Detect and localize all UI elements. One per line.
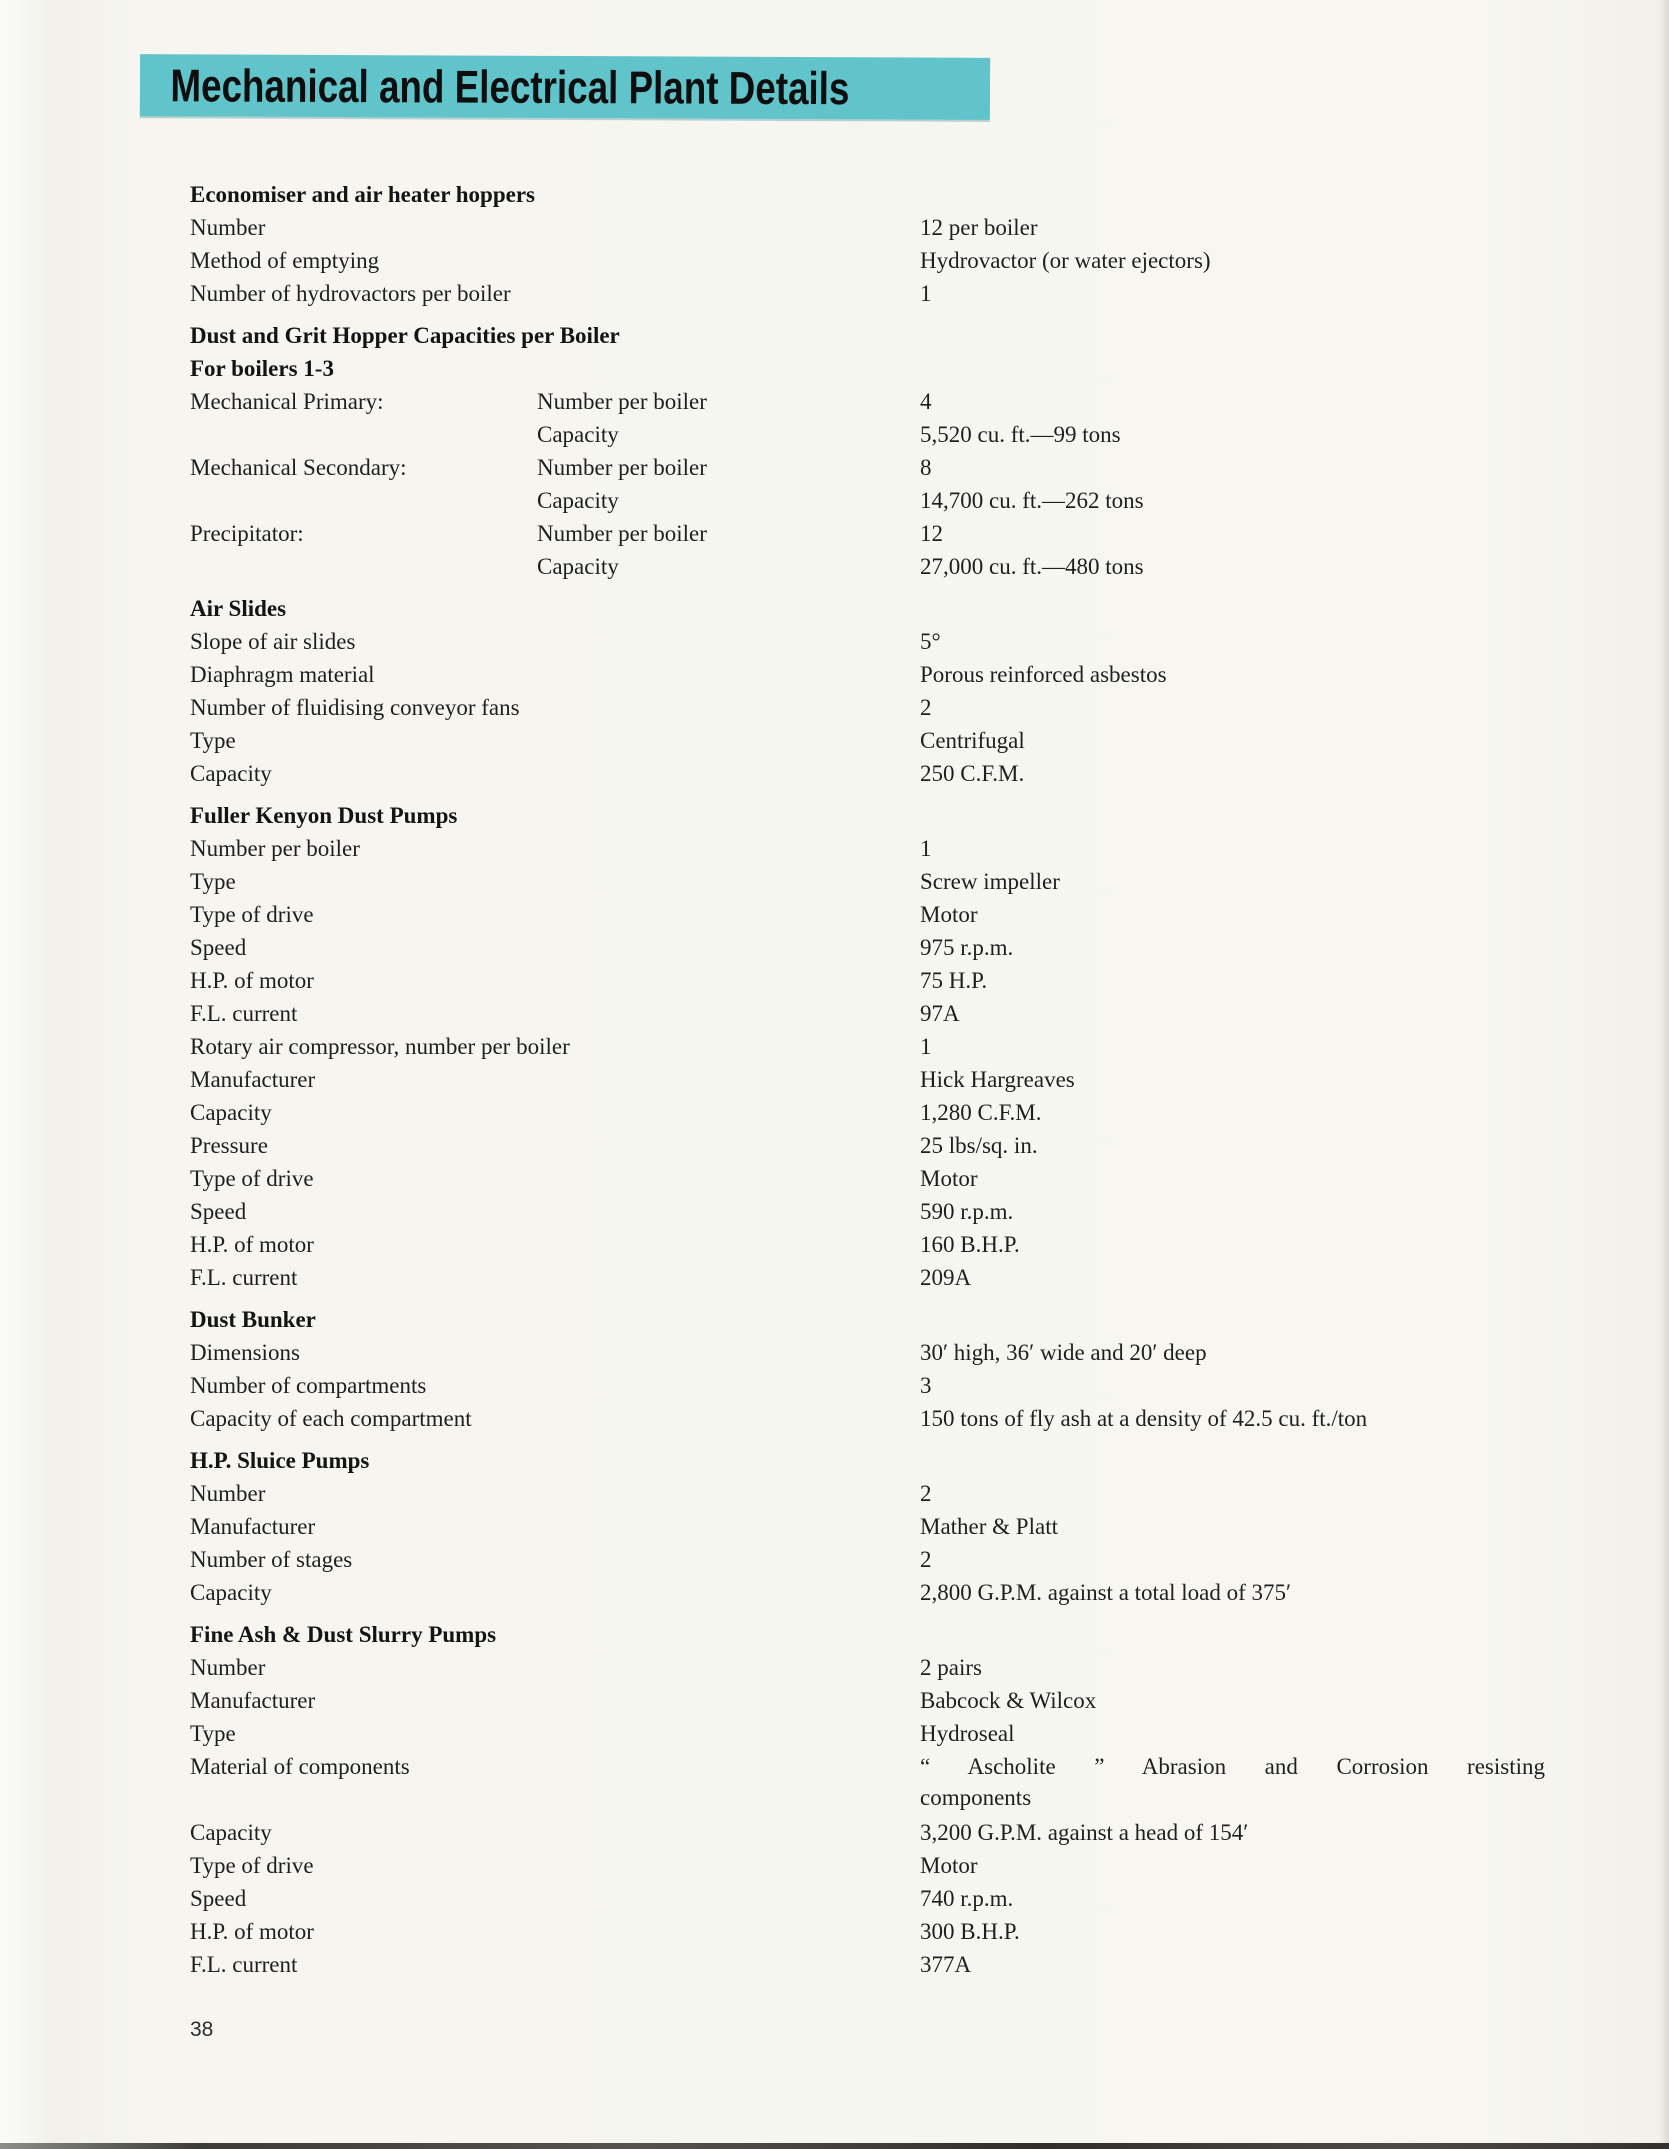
spec-section (190, 319, 1590, 583)
row-label: Number per boiler (537, 455, 707, 480)
spec-row (190, 550, 1590, 583)
spec-section (190, 799, 1590, 1294)
row-value: 975 r.p.m. (920, 935, 1014, 960)
row-label: Capacity (190, 1580, 272, 1605)
spec-row (190, 1948, 1590, 1981)
row-label: Number per boiler (190, 836, 360, 861)
row-label: Manufacturer (190, 1514, 316, 1539)
row-label: Capacity (190, 1820, 272, 1845)
row-value: Motor (920, 1166, 978, 1191)
row-value: 1 (920, 1034, 932, 1059)
row-value: Screw impeller (920, 869, 1060, 894)
row-label: H.P. of motor (190, 1232, 314, 1257)
row-value: 2 (920, 695, 932, 720)
row-value: 3 (920, 1373, 932, 1398)
row-value: Motor (920, 1853, 978, 1878)
spec-row (190, 1162, 1590, 1195)
spec-row (190, 418, 1590, 451)
row-value: 160 B.H.P. (920, 1232, 1020, 1257)
row-label: Type (190, 728, 236, 753)
scan-bottom-edge (0, 2143, 1669, 2149)
row-label: Type (190, 869, 236, 894)
row-group-label (190, 418, 537, 451)
row-value: 300 B.H.P. (920, 1919, 1020, 1944)
section-heading: Fine Ash & Dust Slurry Pumps (190, 1622, 497, 1647)
spec-row (190, 1510, 1590, 1543)
row-label: Number of compartments (190, 1373, 427, 1398)
row-value: 2 (920, 1481, 932, 1506)
row-label: F.L. current (190, 1001, 298, 1026)
row-value: 150 tons of fly ash at a density of 42.5 cu. ft./ton (920, 1406, 1368, 1431)
row-label: Number (190, 215, 266, 240)
row-value: 14,700 cu. ft.—262 tons (920, 488, 1144, 513)
spec-row (190, 931, 1590, 964)
row-group-label: Mechanical Secondary: (190, 455, 407, 480)
row-label: Number of stages (190, 1547, 353, 1572)
spec-row (190, 1402, 1590, 1435)
section-heading: Air Slides (190, 596, 287, 621)
section-heading: Fuller Kenyon Dust Pumps (190, 803, 458, 828)
row-value-line: components (920, 1785, 1032, 1810)
spec-row (190, 1915, 1590, 1948)
row-value: Babcock & Wilcox (920, 1688, 1097, 1713)
spec-row (190, 1096, 1590, 1129)
row-value: 75 H.P. (920, 968, 988, 993)
spec-row (190, 691, 1590, 724)
spec-row (190, 244, 1590, 277)
row-value: 3,200 G.P.M. against a head of 154′ (920, 1820, 1249, 1845)
spec-section (190, 1618, 1590, 1981)
spec-row (190, 1684, 1590, 1717)
section-heading: For boilers 1-3 (190, 356, 334, 381)
spec-row (190, 1030, 1590, 1063)
row-value: 2 (920, 1547, 932, 1572)
row-label: Number (190, 1481, 266, 1506)
row-label: Manufacturer (190, 1688, 316, 1713)
row-value: 27,000 cu. ft.—480 tons (920, 554, 1144, 579)
row-value: 377A (920, 1952, 972, 1977)
row-label: Number per boiler (537, 521, 707, 546)
row-value: 2,800 G.P.M. against a total load of 375′ (920, 1580, 1292, 1605)
spec-row (190, 484, 1590, 517)
row-value: Hick Hargreaves (920, 1067, 1075, 1092)
row-label: Speed (190, 1199, 247, 1224)
row-value: 25 lbs/sq. in. (920, 1133, 1038, 1158)
row-value: 5,520 cu. ft.—99 tons (920, 422, 1121, 447)
spec-row (190, 517, 1590, 550)
row-value: 12 per boiler (920, 215, 1038, 240)
spec-section (190, 1444, 1590, 1609)
row-label: Capacity of each compartment (190, 1406, 472, 1431)
row-value (920, 1750, 1590, 1816)
spec-row (190, 1063, 1590, 1096)
row-value: 2 pairs (920, 1655, 982, 1680)
section-heading: H.P. Sluice Pumps (190, 1448, 370, 1473)
row-label: Type of drive (190, 1853, 314, 1878)
row-label: Capacity (537, 422, 619, 447)
row-value: 209A (920, 1265, 972, 1290)
spec-section (190, 1303, 1590, 1435)
row-label: Speed (190, 935, 247, 960)
row-value: 740 r.p.m. (920, 1886, 1014, 1911)
row-label: Type of drive (190, 902, 314, 927)
row-value: Motor (920, 902, 978, 927)
spec-row (190, 658, 1590, 691)
row-label: Manufacturer (190, 1067, 316, 1092)
page-title: Mechanical and Electrical Plant Details (170, 59, 850, 115)
row-label: Method of emptying (190, 248, 380, 273)
row-label: Pressure (190, 1133, 268, 1158)
row-label: Dimensions (190, 1340, 300, 1365)
spec-sections (190, 178, 1590, 1981)
spec-row (190, 1261, 1590, 1294)
row-label: Material of components (190, 1754, 410, 1779)
row-value: 12 (920, 521, 943, 546)
spec-row (190, 1576, 1590, 1609)
title-banner (140, 54, 990, 120)
row-value: Porous reinforced asbestos (920, 662, 1167, 687)
row-value: 590 r.p.m. (920, 1199, 1014, 1224)
spec-row (190, 1369, 1590, 1402)
row-value: Mather & Platt (920, 1514, 1058, 1539)
row-value: 5° (920, 629, 941, 654)
spec-row (190, 1750, 1590, 1816)
section-heading: Dust Bunker (190, 1307, 316, 1332)
spec-row (190, 1543, 1590, 1576)
row-label: H.P. of motor (190, 1919, 314, 1944)
spec-row (190, 1477, 1590, 1510)
row-label: Capacity (190, 761, 272, 786)
row-label: F.L. current (190, 1952, 298, 1977)
spec-row (190, 898, 1590, 931)
spec-row (190, 385, 1590, 418)
spec-row (190, 1228, 1590, 1261)
row-group-label: Precipitator: (190, 521, 304, 546)
row-value: 8 (920, 455, 932, 480)
spec-row (190, 832, 1590, 865)
row-label: Type of drive (190, 1166, 314, 1191)
row-value: 1 (920, 836, 932, 861)
spec-row (190, 211, 1590, 244)
section-heading: Economiser and air heater hoppers (190, 182, 536, 207)
spec-row (190, 997, 1590, 1030)
spec-row (190, 1129, 1590, 1162)
spec-row (190, 1882, 1590, 1915)
row-value: Centrifugal (920, 728, 1025, 753)
row-group-label (190, 550, 537, 583)
spec-row (190, 625, 1590, 658)
row-value: Hydroseal (920, 1721, 1015, 1746)
row-group-label (190, 484, 537, 517)
spec-row (190, 1816, 1590, 1849)
row-label: Speed (190, 1886, 247, 1911)
row-value: Hydrovactor (or water ejectors) (920, 248, 1211, 273)
spec-row (190, 451, 1590, 484)
row-label: Number of fluidising conveyor fans (190, 695, 520, 720)
page-right-edge-shadow (1659, 0, 1669, 2149)
row-label: Diaphragm material (190, 662, 375, 687)
row-value: 97A (920, 1001, 960, 1026)
spec-row (190, 964, 1590, 997)
row-value: 1,280 C.F.M. (920, 1100, 1042, 1125)
row-value: 30′ high, 36′ wide and 20′ deep (920, 1340, 1207, 1365)
spec-section (190, 592, 1590, 790)
row-value: 250 C.F.M. (920, 761, 1025, 786)
row-value: 4 (920, 389, 932, 414)
row-value: 1 (920, 281, 932, 306)
spec-row (190, 277, 1590, 310)
row-label: Capacity (537, 554, 619, 579)
row-label: Capacity (190, 1100, 272, 1125)
row-label: Number of hydrovactors per boiler (190, 281, 511, 306)
spec-row (190, 1195, 1590, 1228)
spec-row (190, 1336, 1590, 1369)
spec-row (190, 1651, 1590, 1684)
row-group-label: Mechanical Primary: (190, 389, 384, 414)
spec-row (190, 757, 1590, 790)
row-label: Slope of air slides (190, 629, 356, 654)
spec-row (190, 865, 1590, 898)
row-value-line: “ Ascholite ” Abrasion and Corrosion resisting (920, 1754, 1545, 1779)
page-number: 38 (190, 2018, 214, 2041)
row-label: Type (190, 1721, 236, 1746)
spec-row (190, 1717, 1590, 1750)
spec-row (190, 724, 1590, 757)
row-label: Number (190, 1655, 266, 1680)
section-heading: Dust and Grit Hopper Capacities per Boiler (190, 323, 620, 348)
row-label: F.L. current (190, 1265, 298, 1290)
row-label: Capacity (537, 488, 619, 513)
row-label: Number per boiler (537, 389, 707, 414)
spec-row (190, 1849, 1590, 1882)
spec-section (190, 178, 1590, 310)
row-label: Rotary air compressor, number per boiler (190, 1034, 570, 1059)
row-label: H.P. of motor (190, 968, 314, 993)
